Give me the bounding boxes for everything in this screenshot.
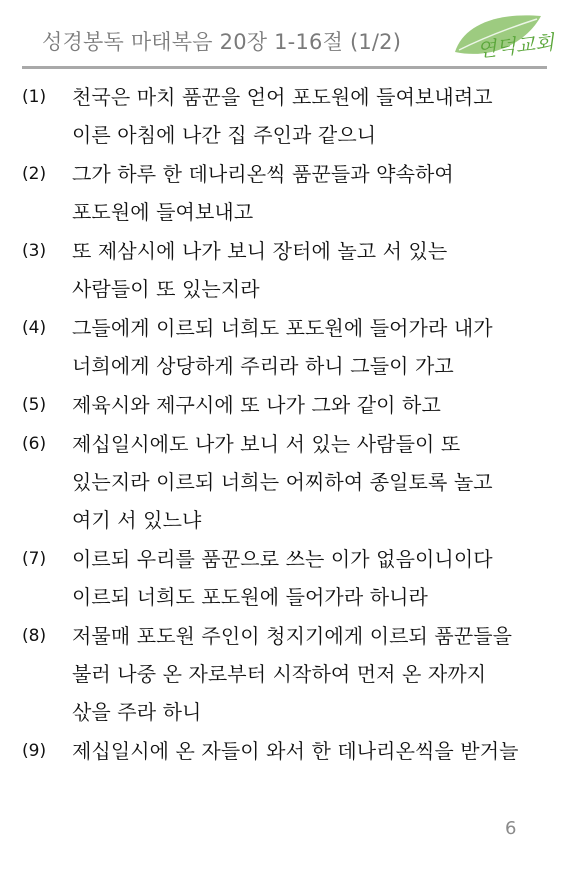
church-logo	[449, 8, 556, 64]
verse-line: 또 제삼시에 나가 보니 장터에 놀고 서 있는	[72, 239, 448, 263]
verse-line: 너희에게 상당하게 주리라 하니 그들이 가고	[72, 354, 454, 378]
slide-header	[22, 0, 556, 66]
verse-line: 그가 하루 한 데나리온씩 품꾼들과 약속하여	[72, 162, 454, 186]
verse-line: 여기 서 있느냐	[72, 508, 202, 532]
verse-item	[22, 309, 552, 385]
verse-item	[22, 540, 552, 616]
verse-line: 천국은 마치 품꾼을 얻어 포도원에 들여보내려고	[72, 85, 493, 109]
verse-text	[72, 617, 552, 731]
verse-line: 불러 나중 온 자로부터 시작하여 먼저 온 자까지	[72, 662, 487, 686]
verse-text	[72, 309, 552, 385]
verse-item	[22, 425, 552, 539]
verse-line: 사람들이 또 있는지라	[72, 277, 260, 301]
verse-number: (3)	[22, 241, 47, 261]
verse-item	[22, 732, 552, 770]
verse-item	[22, 386, 552, 424]
verse-text	[72, 732, 552, 770]
verse-number: (9)	[22, 741, 47, 761]
verse-line: 있는지라 이르되 너희는 어찌하여 종일토록 놀고	[72, 470, 493, 494]
verse-line: 이르되 너희도 포도원에 들어가라 하니라	[72, 585, 428, 609]
verse-number: (5)	[22, 395, 47, 415]
verse-item	[22, 155, 552, 231]
verse-item	[22, 78, 552, 154]
verse-number: (6)	[22, 434, 47, 454]
verse-line: 이르되 우리를 품꾼으로 쓰는 이가 없음이니이다	[72, 547, 493, 571]
verse-number: (2)	[22, 164, 47, 184]
verse-text	[72, 155, 552, 231]
verse-line: 포도원에 들여보내고	[72, 200, 254, 224]
slide-title: 성경봉독 마태복음 20장 1-16절 (1/2)	[42, 30, 402, 54]
verse-number: (4)	[22, 318, 47, 338]
verse-line: 삯을 주라 하니	[72, 700, 202, 724]
verse-item	[22, 232, 552, 308]
verse-line: 제십일시에도 나가 보니 서 있는 사람들이 또	[72, 432, 461, 456]
verse-line: 저물매 포도원 주인이 청지기에게 이르되 품꾼들을	[72, 624, 513, 648]
verse-text	[72, 386, 552, 424]
verse-text	[72, 78, 552, 154]
header-divider	[22, 66, 547, 69]
verse-text	[72, 232, 552, 308]
logo-text: 연덕교회	[475, 29, 556, 62]
verse-line: 이른 아침에 나간 집 주인과 같으니	[72, 123, 377, 147]
verse-number: (7)	[22, 549, 47, 569]
verse-text	[72, 425, 552, 539]
verse-line: 그들에게 이르되 너희도 포도원에 들어가라 내가	[72, 316, 493, 340]
verse-line: 제십일시에 온 자들이 와서 한 데나리온씩을 받거늘	[72, 739, 519, 763]
verse-list	[22, 78, 552, 771]
verse-number: (1)	[22, 87, 47, 107]
page-number: 6	[505, 818, 517, 839]
verse-number: (8)	[22, 626, 47, 646]
verse-line: 제육시와 제구시에 또 나가 그와 같이 하고	[72, 393, 441, 417]
verse-text	[72, 540, 552, 616]
verse-item	[22, 617, 552, 731]
